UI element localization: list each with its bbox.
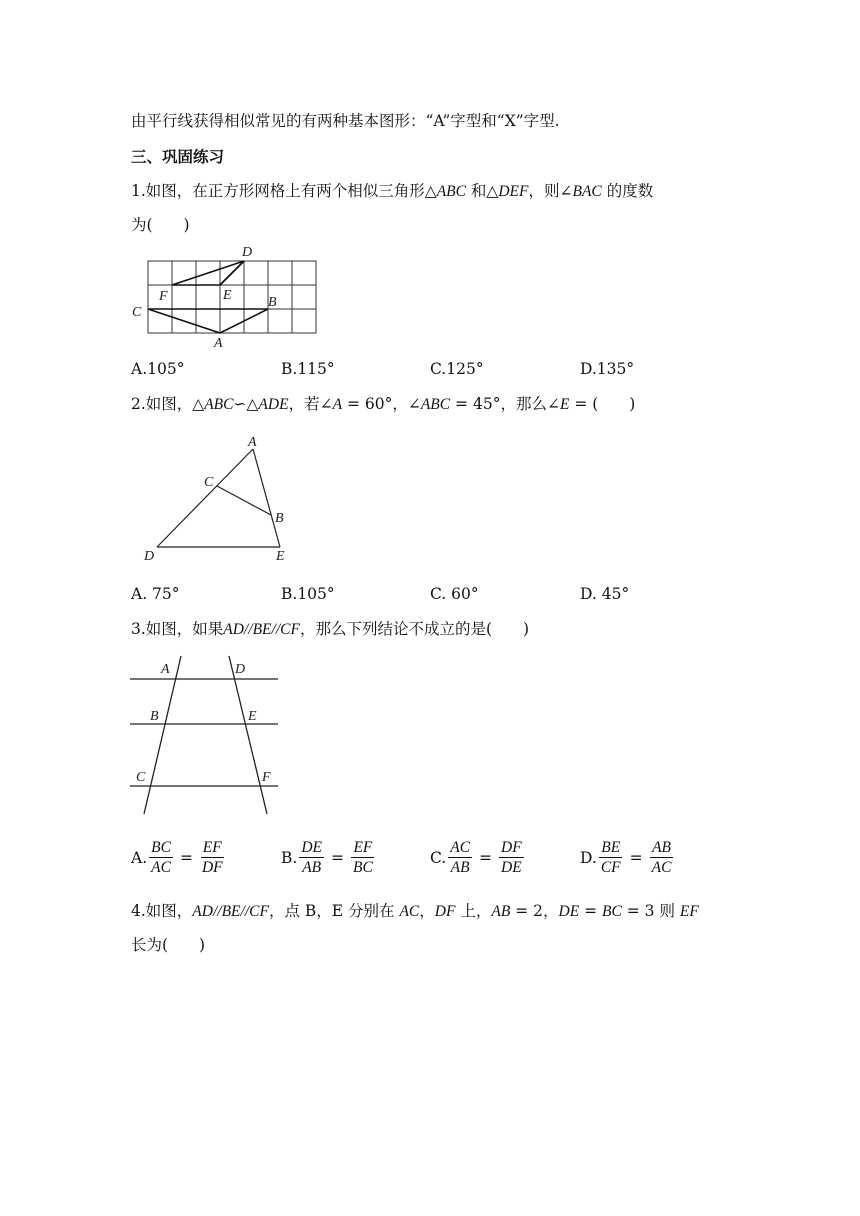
- q1-option-b[interactable]: B.115°: [281, 360, 335, 378]
- q1-label-B: B: [268, 295, 277, 310]
- q3-option-c[interactable]: C. $\frac{AC}{AB}$ = $\frac{DF}{DE}$: [430, 839, 522, 876]
- q1-option-d[interactable]: D.135°: [580, 360, 635, 378]
- q1-option-a[interactable]: A.105°: [131, 360, 185, 378]
- q1-label-E: E: [223, 288, 232, 303]
- q3-label-F: F: [262, 770, 271, 785]
- q3-option-d[interactable]: D. $\frac{BE}{CF}$ = $\frac{AB}{AC}$: [580, 839, 672, 876]
- q3-label-D: D: [235, 662, 246, 677]
- q2-option-b[interactable]: B.105°: [281, 585, 335, 603]
- q1-stem-line1: 1.如图，在正方形网格上有两个相似三角形△ABC 和△DEF，则∠BAC 的度数: [131, 182, 654, 200]
- q3-label-E: E: [248, 709, 257, 724]
- q3-label-B: B: [150, 709, 159, 724]
- q4-stem-line2: 长为( ): [131, 936, 206, 954]
- q4-stem-line1: 4.如图，AD//BE//CF，点 B，E 分别在 AC，DF 上，AB = 2，DE = BC = 3 则 EF: [131, 902, 699, 920]
- q1-stem-line2: 为( ): [131, 216, 190, 234]
- q2-option-a[interactable]: A. 75°: [131, 585, 180, 603]
- q2-option-c[interactable]: C. 60°: [430, 585, 479, 603]
- q3-option-b[interactable]: B. $\frac{DE}{AB}$ = $\frac{EF}{BC}$: [281, 839, 373, 876]
- q1-label-C: C: [132, 305, 142, 320]
- q2-triangle-figure: [140, 432, 300, 564]
- q2-label-D: D: [144, 549, 155, 564]
- intro-text: 由平行线获得相似常见的有两种基本图形：“A”字型和“X”字型.: [131, 112, 560, 130]
- q2-label-A: A: [248, 435, 257, 450]
- section-heading: 三、巩固练习: [131, 148, 225, 166]
- q3-label-C: C: [136, 770, 146, 785]
- q1-label-A: A: [214, 336, 223, 351]
- q2-label-B: B: [275, 511, 284, 526]
- q3-option-a[interactable]: A. $\frac{BC}{AC}$ = $\frac{EF}{DF}$: [131, 839, 223, 876]
- q3-stem: 3.如图，如果AD//BE//CF，那么下列结论不成立的是( ): [131, 620, 530, 638]
- q3-parallel-lines-figure: [128, 652, 288, 818]
- q1-label-F: F: [159, 289, 168, 304]
- q2-stem: 2.如图，△ABC∽△ADE，若∠A = 60°，∠ABC = 45°，那么∠E = ( ): [131, 395, 636, 413]
- q1-label-D: D: [242, 245, 253, 260]
- q2-label-E: E: [276, 549, 285, 564]
- q1-grid-figure: [128, 242, 328, 351]
- q2-option-d[interactable]: D. 45°: [580, 585, 630, 603]
- q3-label-A: A: [161, 662, 170, 677]
- q2-label-C: C: [204, 475, 214, 490]
- q1-option-c[interactable]: C.125°: [430, 360, 484, 378]
